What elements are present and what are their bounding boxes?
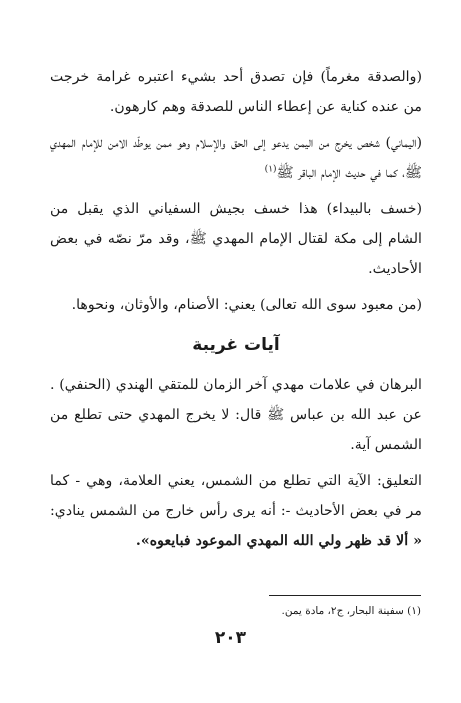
footnote: (١) سفينة البحار، ج٢، مادة يمن. (281, 605, 421, 617)
paragraph-sadaqa: (والصدقة مغرماً) فإن تصدق أحد بشيء اعتبره غرامة خرجت من عنده كناية عن إعطاء الناس للصدقة وهم كارهون. (50, 69, 422, 115)
paragraph-mabud: (من معبود سوى الله تعالى) يعني: الأصنام، والأوثان، ونحوها. (71, 297, 422, 313)
page-number: ٢٠٣ (214, 628, 247, 648)
paragraph-taliq-text: التعليق: الآية التي تطلع من الشمس، يعني العلامة، وهي - كما مر في بعض الأحاديث -: أنه يرى رأس خارج من الشمس ينادي: (50, 473, 422, 519)
paragraph-taliq (50, 466, 422, 556)
section-heading: آيات غريبة (192, 335, 280, 355)
page-body (50, 62, 422, 562)
paragraph-khasf: (خسف بالبيداء) هذا خسف بجيش السفياني الذي يقبل من الشام إلى مكة لقتال الإمام المهدي ﷺ، وقد مرّ نصّه في بعض الأحاديث. (50, 201, 422, 277)
quoted-call: « ألا قد ظهر ولي الله المهدي الموعود فبايعوه». (135, 533, 422, 549)
paragraph-burhan: البرهان في علامات مهدي آخر الزمان للمتقي الهندي (الحنفي) . عن عبد الله بن عباس ﷺ قال: لا يخرج المهدي حتى تطلع من الشمس آية. (50, 377, 422, 453)
footnote-reference: (١) (264, 164, 277, 175)
paragraph-yamani (50, 128, 422, 188)
paragraph-yamani-text: (اليماني) شخص يخرج من اليمن يدعو إلى الحق والإسلام وهو ممن يوطّد الامن للإمام المهدي ﷺ، كما في حديث الإمام الباقر ﷺ (50, 135, 422, 181)
footnote-divider (269, 595, 421, 596)
